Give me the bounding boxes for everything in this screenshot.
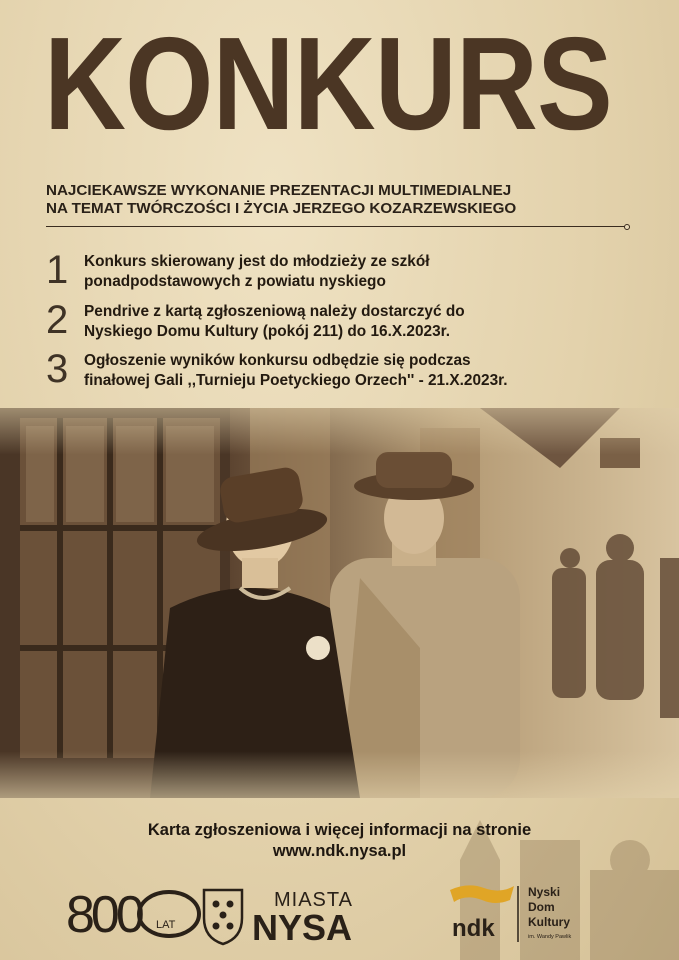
photo-illustration [0, 408, 679, 798]
website-link[interactable]: www.ndk.nysa.pl [272, 842, 407, 860]
item-text [84, 351, 644, 391]
divider-line [46, 226, 626, 227]
footer-line: Karta zgłoszeniowa i więcej informacji na stronie [147, 821, 532, 839]
logo-lat: LAT [156, 919, 176, 931]
item-text-line: finałowej Gali ,,Turnieju Poetyckiego Orzech'' - 21.X.2023r. [84, 372, 508, 389]
sepia-photo [0, 408, 679, 798]
ndk-line-2: Dom [528, 900, 555, 914]
nysa-800-logo [64, 882, 394, 951]
ndk-line-1: Nyski [528, 885, 561, 899]
item-text-line: Nyskiego Domu Kultury (pokój 211) do 16.X.2023r. [84, 323, 451, 340]
coat-of-arms-icon [204, 890, 242, 944]
item-text [84, 252, 644, 292]
item-number: 1 [46, 248, 69, 292]
item-text-line: Pendrive z kartą zgłoszeniową należy dostarczyć do [84, 303, 465, 320]
logo-nysa: NYSA [252, 907, 353, 946]
anniversary-logo-graphic [64, 882, 394, 946]
divider-dot [624, 224, 630, 230]
item-text-line: ponadpodstawowych z powiatu nyskiego [84, 273, 386, 290]
item-text-line: Konkurs skierowany jest do młodzieży ze szkół [84, 253, 430, 270]
item-number: 2 [46, 298, 69, 342]
item-text-line: Ogłoszenie wyników konkursu odbędzie się podczas [84, 352, 471, 369]
ndk-abbr: ndk [452, 915, 495, 942]
ndk-line-3: Kultury [528, 915, 570, 929]
ndk-banner-icon [450, 885, 514, 903]
item-text [84, 302, 644, 342]
poster-title: KONKURS [44, 10, 612, 157]
footer-info [0, 820, 679, 862]
logo-miasta: MIASTA [274, 889, 353, 911]
ndk-logo-graphic [448, 880, 608, 946]
subtitle-line-1: NAJCIEKAWSZE WYKONANIE PREZENTACJI MULTIMEDIALNEJ [46, 182, 512, 199]
item-number: 3 [46, 347, 69, 391]
ndk-patron: im. Wandy Pawlik [528, 934, 572, 940]
logo-800-number: 800 [66, 886, 141, 944]
contest-subtitle [46, 182, 636, 218]
ndk-logo [448, 880, 608, 951]
subtitle-line-2: NA TEMAT TWÓRCZOŚCI I ŻYCIA JERZEGO KOZARZEWSKIEGO [46, 200, 517, 217]
